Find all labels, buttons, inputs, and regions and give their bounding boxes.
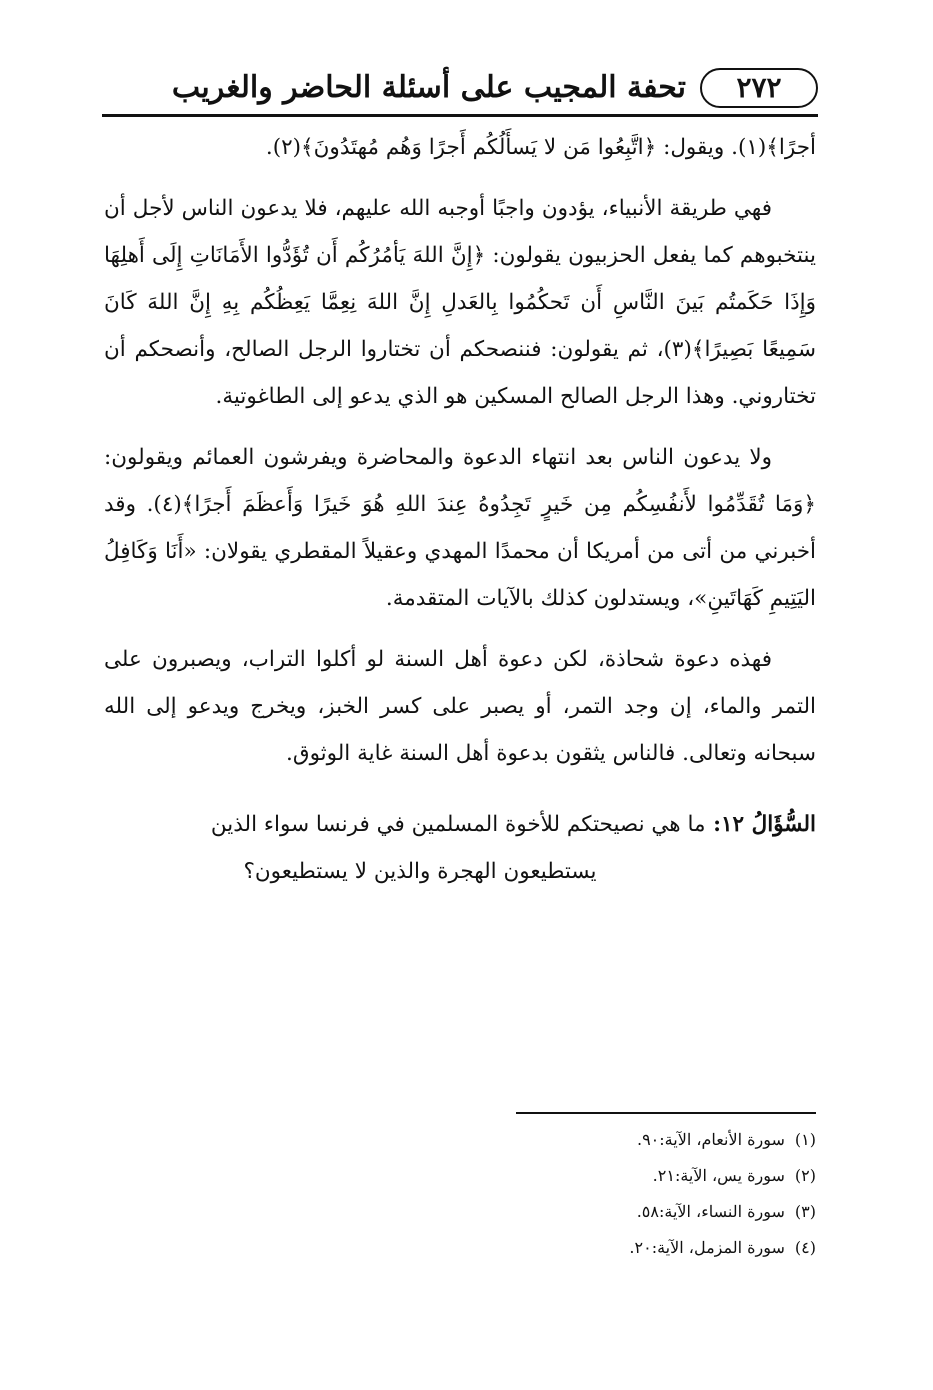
page-number: ٢٧٢ [700, 68, 818, 108]
footnote-text: سورة المزمل، الآية:٢٠. [629, 1238, 785, 1257]
footnote-text: سورة الأنعام، الآية:٩٠. [636, 1130, 785, 1149]
header-rule [102, 114, 818, 117]
footnote-3 [104, 1194, 816, 1230]
paragraph-3: فهذه دعوة شحاذة، لكن دعوة أهل السنة لو أكلوا التراب، ويصبرون على التمر والماء، إن وجد التمر، أو يصبر على كسر الخبز، ويخرج ويدعو إلى الله سبحانه وتعالى. فالناس يثقون بدعوة أهل السنة غاية الوثوق. [104, 647, 816, 766]
footnote-number: (٤) [794, 1238, 816, 1257]
footnote-1 [104, 1122, 816, 1158]
page-body [104, 124, 816, 895]
question-continuation: يستطيعون الهجرة والذين لا يستطيعون؟ [243, 859, 597, 884]
question-text: ما هي نصيحتكم للأخوة المسلمين في فرنسا سواء الذين [210, 812, 706, 837]
footnote-4 [104, 1230, 816, 1266]
page-header [102, 62, 818, 114]
question-12 [104, 801, 816, 848]
footnote-rule [516, 1112, 816, 1114]
book-title: تحفة المجيب على أسئلة الحاضر والغريب [171, 70, 686, 105]
paragraph-2: ولا يدعون الناس بعد انتهاء الدعوة والمحاضرة ويفرشون العمائم ويقولون: ﴿وَمَا تُقَدِّمُوا لأَنفُسِكُم مِن خَيرٍ تَجِدُوهُ عِندَ اللهِ هُوَ خَيرًا وَأَعظَمَ أَجرًا﴾(٤). وقد أخبرني من أتى من أمريكا أن محمدًا المهدي وعقيلاً المقطري يقولان: «أَنَا وَكَافِلُ اليَتِيمِ كَهَاتَينِ»، ويستدلون كذلك بالآيات المتقدمة. [104, 445, 816, 611]
continued-line: أجرًا﴾(١). ويقول: ﴿اتَّبِعُوا مَن لا يَسأَلُكُم أَجرًا وَهُم مُهتَدُونَ﴾(٢). [265, 135, 816, 160]
paragraph-1: فهي طريقة الأنبياء، يؤدون واجبًا أوجبه الله عليهم، فلا يدعون الناس لأجل أن ينتخبوهم كما يفعل الحزبيون يقولون: ﴿إِنَّ اللهَ يَأمُرُكُم أَن تُؤَدُّوا الأَمَانَاتِ إِلَى أَهلِهَا وَإِذَا حَكَمتُم بَينَ النَّاسِ أَن تَحكُمُوا بِالعَدلِ إِنَّ اللهَ نِعِمَّا يَعِظُكُم بِهِ إِنَّ اللهَ كَانَ سَمِيعًا بَصِيرًا﴾(٣)، ثم يقولون: فننصحكم أن تختاروا الرجل الصالح، وأنصحكم أن تختاروني. وهذا الرجل الصالح المسكين هو الذي يدعو إلى الطاغوتية. [104, 196, 816, 409]
footnote-2 [104, 1158, 816, 1194]
footnote-text: سورة النساء، الآية:٥٨. [636, 1202, 785, 1221]
footnotes [104, 1122, 816, 1266]
question-label: السُّؤَالُ ١٢: [713, 812, 816, 837]
footnote-number: (٣) [794, 1202, 816, 1221]
footnote-number: (١) [794, 1130, 816, 1149]
footnote-number: (٢) [794, 1166, 816, 1185]
footnote-text: سورة يس، الآية:٢١. [652, 1166, 785, 1185]
